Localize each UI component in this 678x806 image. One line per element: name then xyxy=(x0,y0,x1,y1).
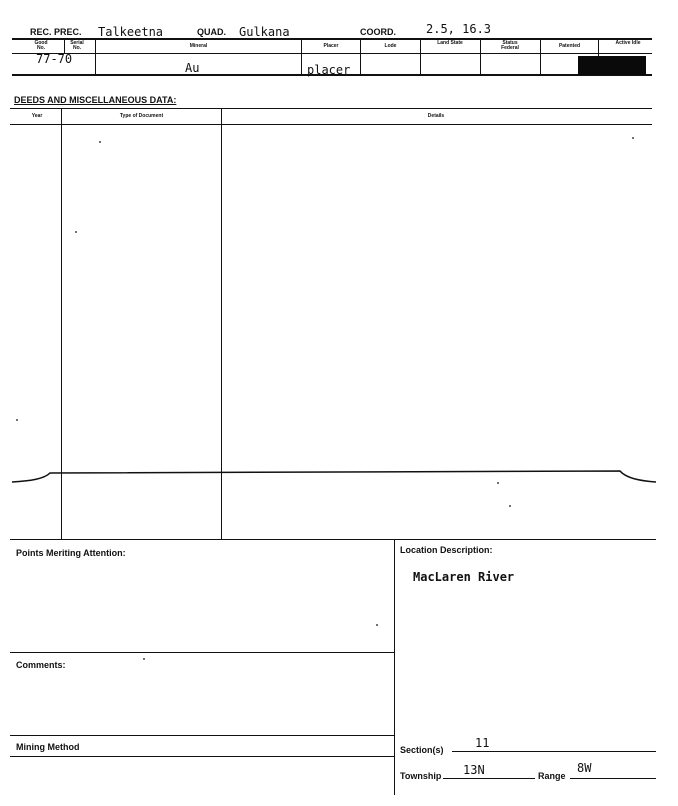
scan-speck xyxy=(632,137,634,139)
placer-value: placer xyxy=(307,63,351,77)
township-label: Township xyxy=(400,771,442,781)
claims-col-divider xyxy=(480,40,481,74)
lower-section-top-rule xyxy=(10,539,656,540)
points-label: Points Meriting Attention: xyxy=(16,548,126,558)
range-value-rule xyxy=(570,778,656,779)
section-label: Section(s) xyxy=(400,745,444,755)
coord-label: COORD. xyxy=(360,27,396,37)
scan-speck xyxy=(497,482,499,484)
rec-prec-value: Talkeetna xyxy=(98,25,164,39)
page-fold-line xyxy=(0,462,678,492)
range-label: Range xyxy=(538,771,566,781)
scan-speck xyxy=(376,624,378,626)
claims-col-divider xyxy=(420,40,421,74)
claims-table-header-rule xyxy=(12,53,652,54)
mining-method-rule xyxy=(10,735,395,736)
mineral-value: Au xyxy=(185,61,200,75)
scan-speck xyxy=(16,419,18,421)
col-good-no: Good No. xyxy=(34,40,48,51)
deeds-header-rule xyxy=(10,124,652,125)
quad-label: QUAD. xyxy=(197,27,226,37)
col-lode: Lode xyxy=(384,43,397,49)
deeds-col-details: Details xyxy=(427,113,445,119)
quad-value: Gulkana xyxy=(239,25,290,39)
deeds-col-year: Year xyxy=(31,113,43,119)
col-serial-no: Serial No. xyxy=(70,40,84,51)
mining-method-label: Mining Method xyxy=(16,742,80,752)
good-no-value: 77-70 xyxy=(36,52,73,66)
township-value-rule xyxy=(443,778,535,779)
scan-speck xyxy=(99,141,101,143)
col-land-state: Land State xyxy=(437,40,463,46)
scan-speck xyxy=(143,658,145,660)
deeds-top-rule xyxy=(10,108,652,109)
scan-speck xyxy=(75,231,77,233)
township-value: 13N xyxy=(463,763,485,777)
deeds-col-type: Type of Document xyxy=(119,113,164,119)
mining-method-value-rule xyxy=(10,756,395,757)
col-patented: Patented xyxy=(558,43,581,49)
range-value: 8W xyxy=(577,761,592,775)
comments-label: Comments: xyxy=(16,660,66,670)
coord-value: 2.5, 16.3 xyxy=(426,22,492,36)
scan-speck xyxy=(509,505,511,507)
section-value-rule xyxy=(452,751,656,752)
location-label: Location Description: xyxy=(400,545,493,555)
comments-rule xyxy=(10,652,395,653)
col-status-federal: Status Federal xyxy=(501,40,519,51)
col-active-idle: Active Idle xyxy=(615,40,641,46)
col-mineral: Mineral xyxy=(189,43,208,49)
redaction-block xyxy=(578,56,646,75)
section-value: 11 xyxy=(475,736,490,750)
deeds-title: DEEDS AND MISCELLANEOUS DATA: xyxy=(14,95,177,105)
col-placer: Placer xyxy=(323,43,339,49)
claims-table-top-rule xyxy=(12,38,652,40)
rec-prec-label: REC. PREC. xyxy=(30,27,82,37)
location-value: MacLaren River xyxy=(413,570,515,584)
